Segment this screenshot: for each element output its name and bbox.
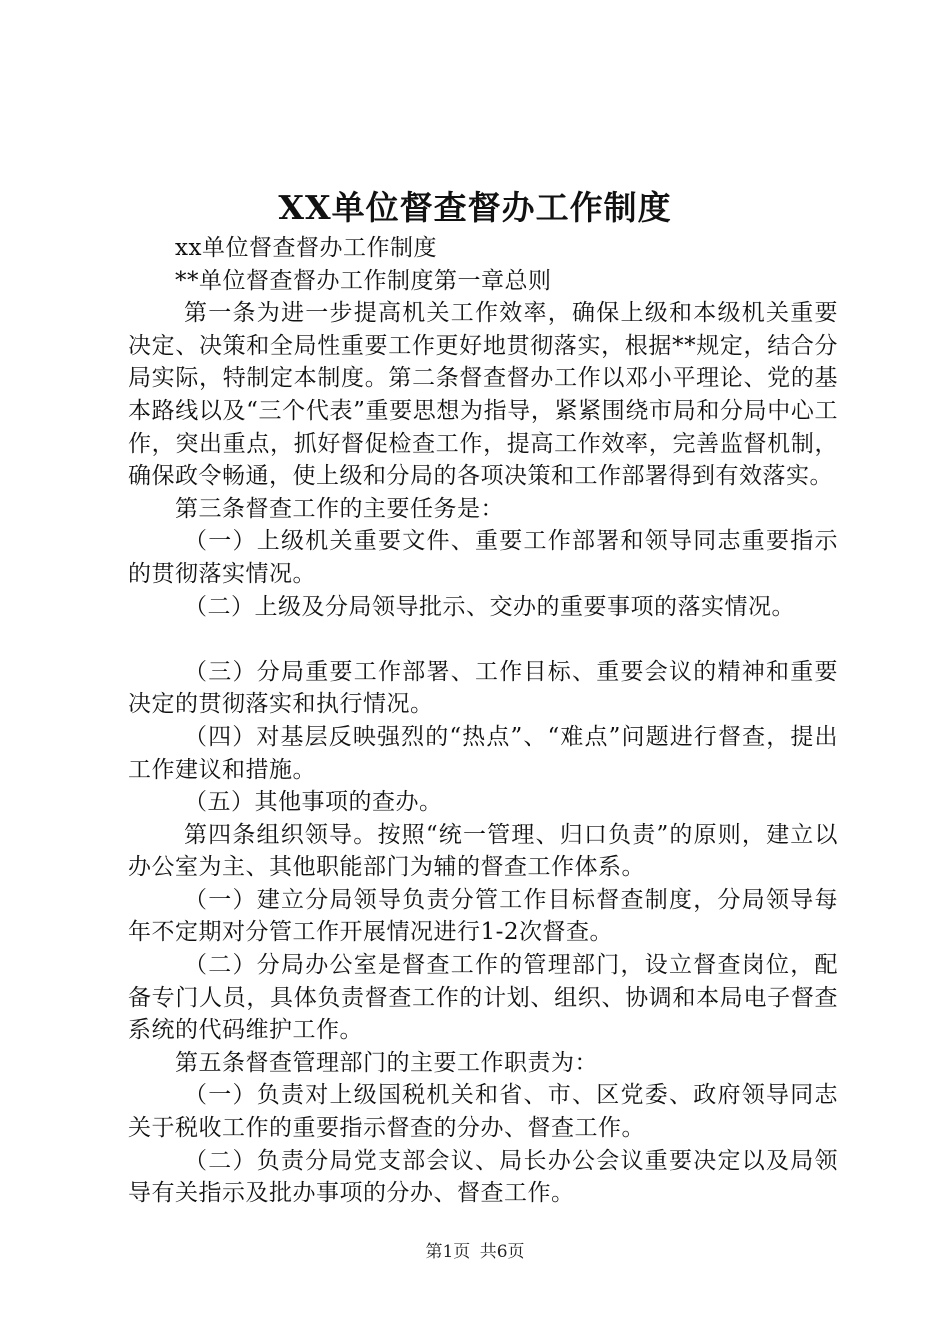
paragraph-subtitle: xx单位督查督办工作制度	[175, 235, 437, 261]
page-number: 第1页	[425, 1242, 471, 1262]
document-title: XX单位督查督办工作制度	[278, 188, 672, 227]
page-footer	[0, 1240, 950, 1264]
paragraph-chapter-heading: **单位督查督办工作制度第一章总则	[175, 267, 552, 294]
paragraph-article-5: 第五条督查管理部门的主要工作职责为：	[175, 1049, 598, 1076]
paragraph-item: （二）上级及分局领导批示、交办的重要事项的落实情况。	[184, 593, 795, 620]
paragraph-item: （二）分局办公室是督查工作的管理部门，设立督查岗位，配备专门人员，具体负责督查工作的计划、组织、协调和本局电子督查系统的代码维护工作。	[128, 952, 838, 1044]
paragraph-item: （一）上级机关重要文件、重要工作部署和领导同志重要指示的贯彻落实情况。	[128, 528, 838, 587]
paragraph-article-4: 第四条组织领导。按照“统一管理、归口负责”的原则，建立以办公室为主、其他职能部门为辅的督查工作体系。	[128, 821, 838, 881]
paragraph-item: （一）负责对上级国税机关和省、市、区党委、政府领导同志关于税收工作的重要指示督查的分办、督查工作。	[128, 1082, 838, 1142]
paragraph-item: （二）负责分局党支部会议、局长办公会议重要决定以及局领导有关指示及批办事项的分办、督查工作。	[128, 1147, 838, 1207]
document-body	[128, 232, 838, 1210]
paragraph-item: （三）分局重要工作部署、工作目标、重要会议的精神和重要决定的贯彻落实和执行情况。	[128, 658, 838, 718]
paragraph-item: （四）对基层反映强烈的“热点”、“难点”问题进行督查，提出工作建议和措施。	[128, 723, 838, 783]
paragraph-article-1-2: 第一条为进一步提高机关工作效率，确保上级和本级机关重要决定、决策和全局性重要工作更好地贯彻落实，根据**规定，结合分局实际，特制定本制度。第二条督查督办工作以邓小平理论、党的基本路线以及“三个代表”重要思想为指导，紧紧围绕市局和分局中心工作，突出重点，抓好督促检查工作，提高工作效率，完善监督机制，确保政令畅通，使上级和分局的各项决策和工作部署得到有效落实。	[128, 300, 838, 490]
paragraph-article-3: 第三条督查工作的主要任务是：	[175, 495, 504, 522]
paragraph-item: （一）建立分局领导负责分管工作目标督查制度，分局领导每年不定期对分管工作开展情况进行1-2次督查。	[128, 886, 838, 946]
paragraph-item: （五）其他事项的查办。	[184, 789, 443, 816]
page-total: 共6页	[479, 1242, 525, 1262]
